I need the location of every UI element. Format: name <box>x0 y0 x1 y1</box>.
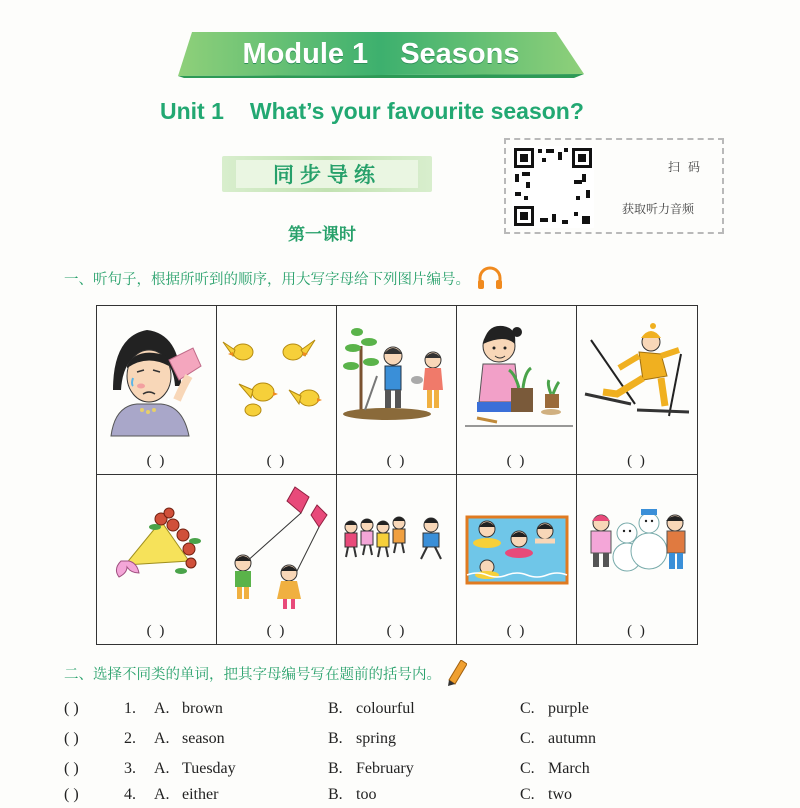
qr-code-icon[interactable] <box>512 146 594 228</box>
answer-bracket[interactable]: ( ) <box>64 700 79 717</box>
bouquet-picture <box>97 475 217 644</box>
swimming-picture <box>457 475 577 644</box>
question-number: 4. <box>124 786 136 803</box>
answer-bracket[interactable]: ( ) <box>146 623 167 639</box>
answer-bracket[interactable]: ( ) <box>386 623 407 639</box>
answer-bracket[interactable]: ( ) <box>627 623 647 639</box>
answer-bracket[interactable]: ( ) <box>627 453 647 469</box>
qr-hint-text: 获取听力音频 <box>622 202 695 216</box>
planting-trees-picture <box>337 306 457 475</box>
headphones-icon[interactable] <box>476 266 504 290</box>
pencil-icon <box>447 660 467 686</box>
answer-bracket[interactable]: ( ) <box>146 453 167 469</box>
answer-bracket[interactable]: ( ) <box>64 730 79 747</box>
answer-bracket[interactable]: ( ) <box>266 623 287 639</box>
hot-woman-picture <box>97 306 217 475</box>
question-row-4 <box>64 786 764 808</box>
answer-bracket[interactable]: ( ) <box>506 453 527 469</box>
birds-picture <box>217 306 337 475</box>
snowman-picture <box>577 475 697 644</box>
unit-title <box>160 98 584 125</box>
qr-scan-label: 扫码 <box>668 160 709 174</box>
unit-question: What’s your favourite season? <box>249 98 584 124</box>
sync-practice-label <box>222 156 432 192</box>
option-a: A. brown <box>154 700 223 717</box>
question-number: 3. <box>124 760 136 777</box>
question-row-3 <box>64 760 764 782</box>
module-banner <box>178 30 584 78</box>
option-c: C. March <box>520 760 590 777</box>
answer-bracket[interactable]: ( ) <box>386 453 407 469</box>
module-title: Seasons <box>400 37 520 70</box>
answer-bracket[interactable]: ( ) <box>64 786 79 803</box>
question-number: 2. <box>124 730 136 747</box>
children-playing-picture <box>337 475 457 644</box>
sync-practice-text: 同步导练 <box>236 160 418 188</box>
lesson-label: 第一课时 <box>288 225 356 245</box>
flying-kites-picture <box>217 475 337 644</box>
qr-code-box[interactable] <box>504 138 724 234</box>
answer-bracket[interactable]: ( ) <box>64 760 79 777</box>
question-row-1 <box>64 700 764 722</box>
option-a: A. either <box>154 786 219 803</box>
option-a: A. Tuesday <box>154 760 236 777</box>
section-2-title <box>64 660 467 686</box>
module-label: Module 1 <box>242 37 369 70</box>
option-b: B. February <box>328 760 414 777</box>
section-1-instruction: 一、听句子，根据所听到的顺序，用大写字母给下列图片编号。 <box>64 271 470 288</box>
option-c: C. autumn <box>520 730 596 747</box>
question-row-2 <box>64 730 764 752</box>
unit-label: Unit 1 <box>160 98 224 124</box>
section-2-instruction: 二、选择不同类的单词，把其字母编号写在题前的括号内。 <box>64 666 441 683</box>
option-b: B. spring <box>328 730 396 747</box>
section-1-title <box>64 266 504 290</box>
answer-bracket[interactable]: ( ) <box>266 453 287 469</box>
option-b: B. colourful <box>328 700 415 717</box>
option-a: A. season <box>154 730 225 747</box>
girl-gardening-picture <box>457 306 577 475</box>
option-c: C. two <box>520 786 572 803</box>
option-c: C. purple <box>520 700 589 717</box>
question-number: 1. <box>124 700 136 717</box>
answer-bracket[interactable]: ( ) <box>506 623 527 639</box>
picture-grid <box>96 305 698 645</box>
skiing-picture <box>577 306 697 475</box>
option-b: B. too <box>328 786 377 803</box>
